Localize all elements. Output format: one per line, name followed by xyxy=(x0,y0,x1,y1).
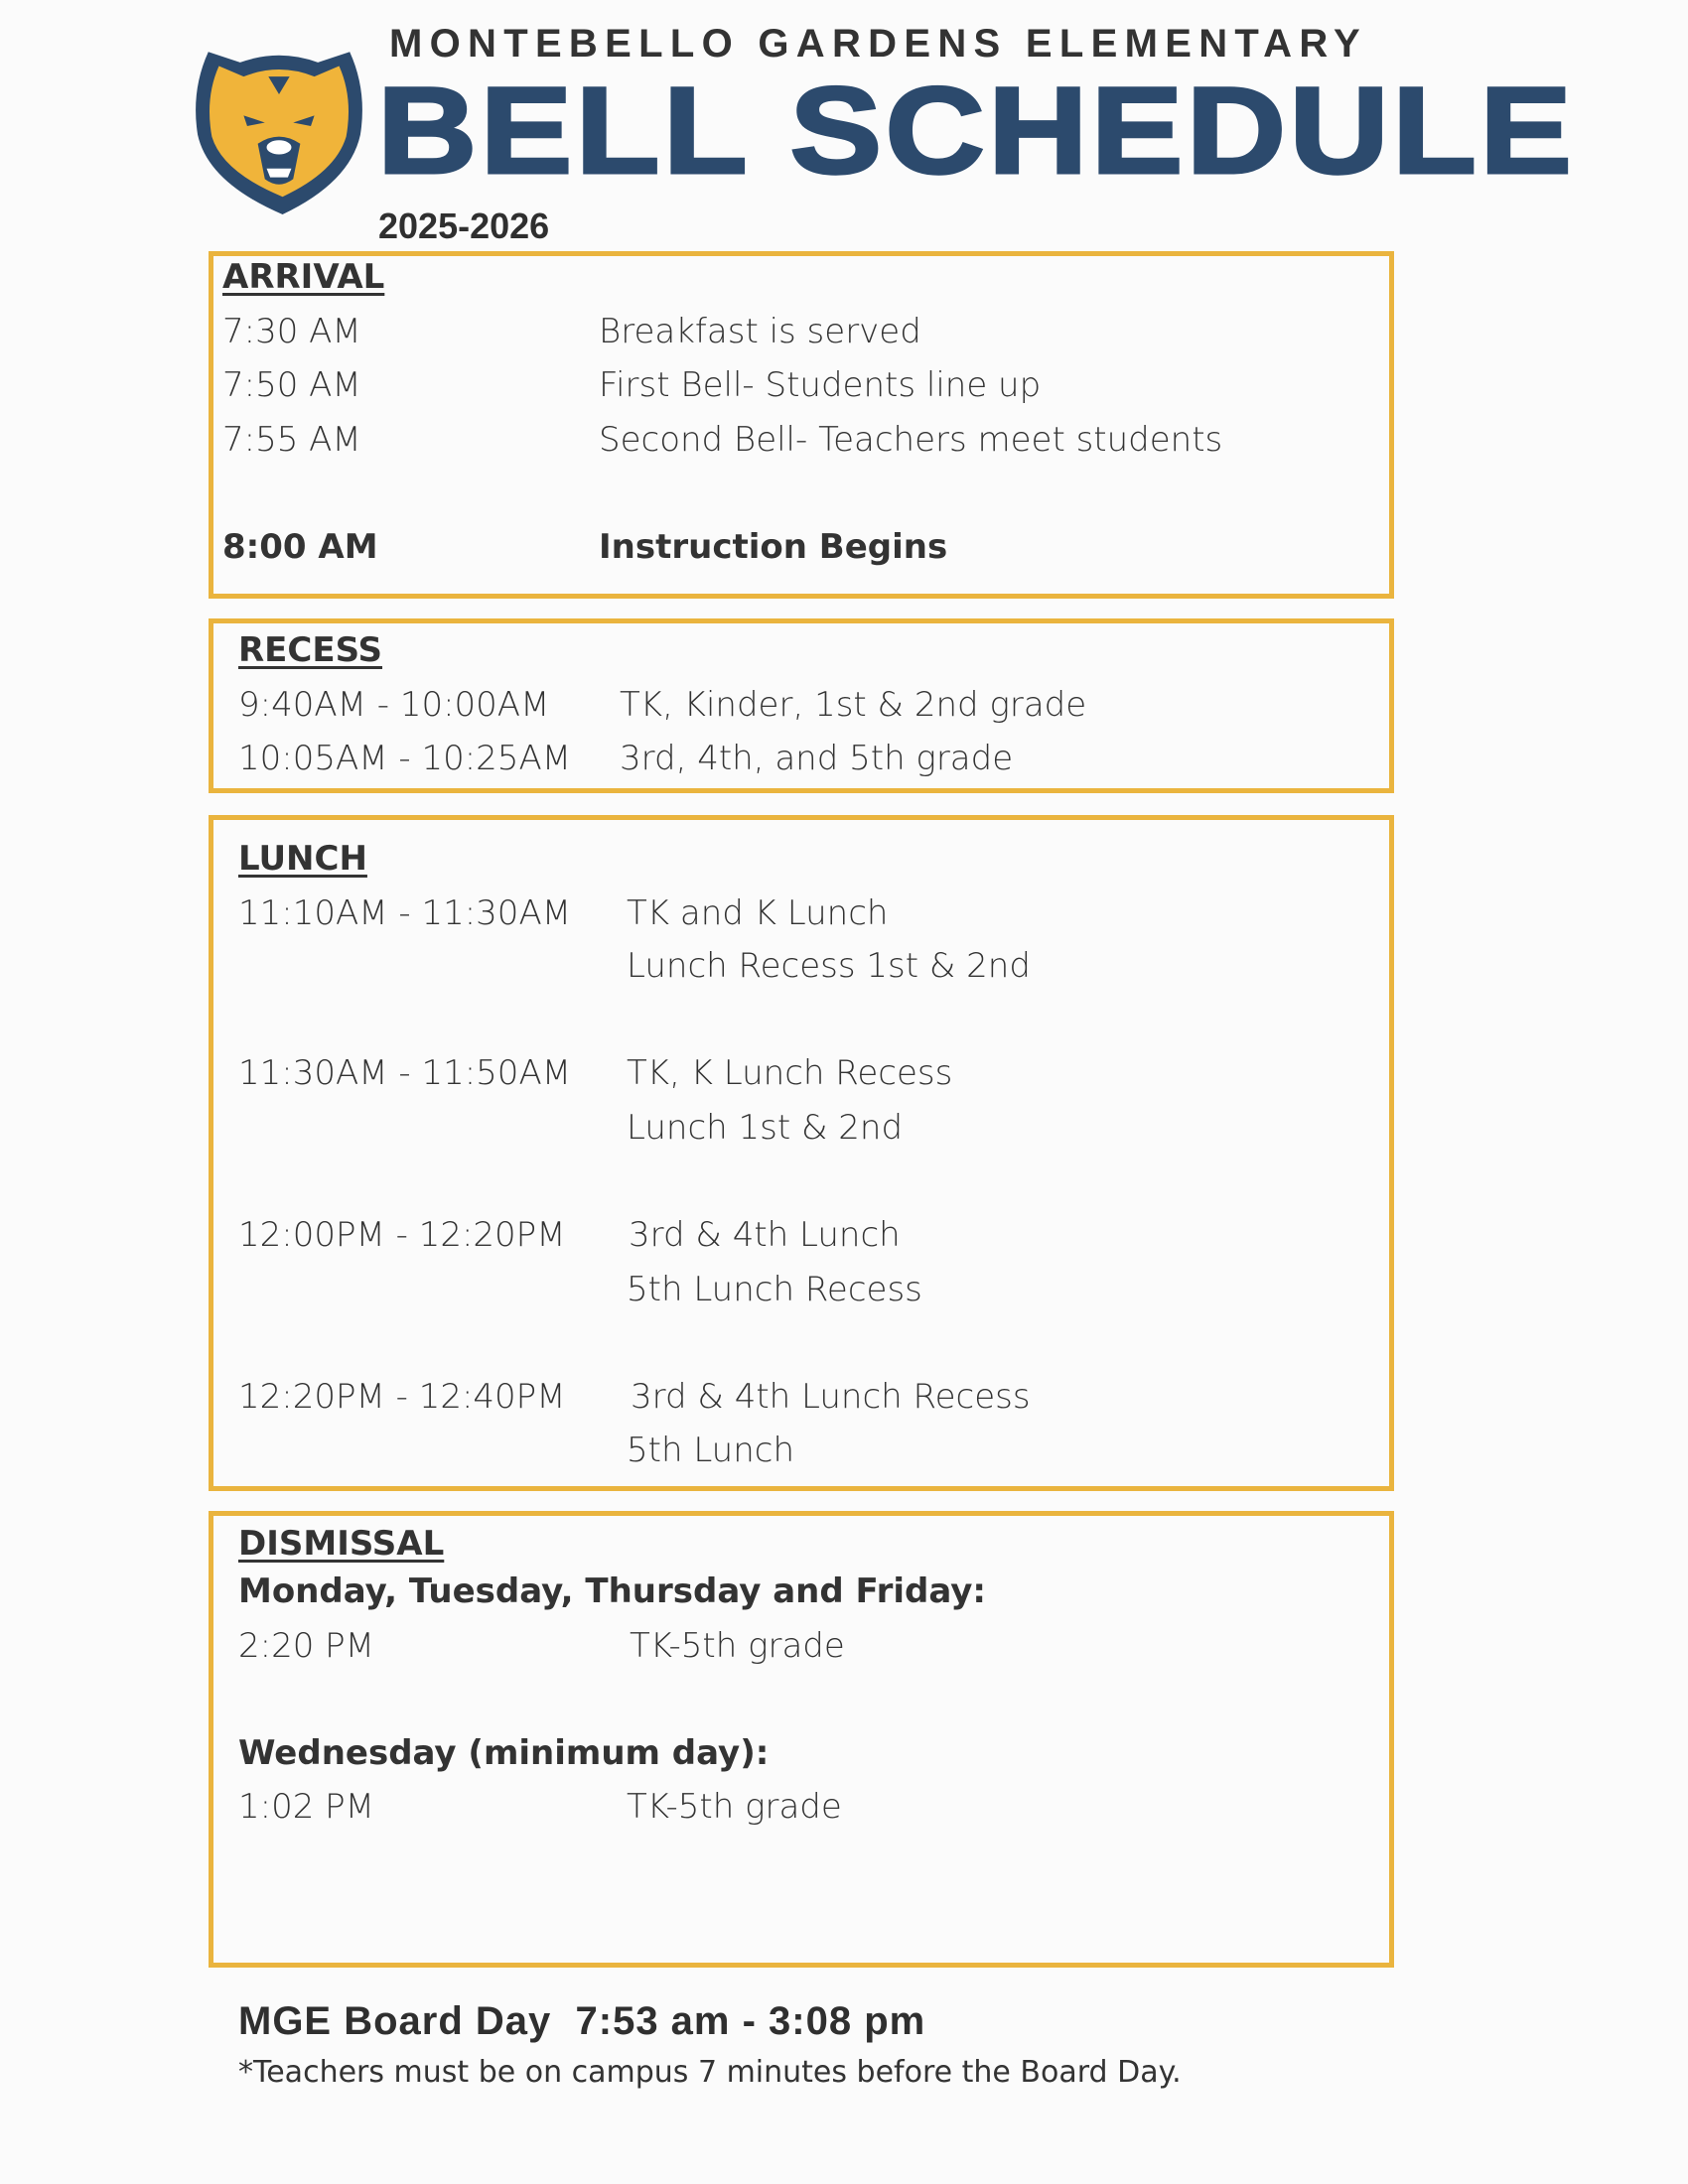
school-name: MONTEBELLO GARDENS ELEMENTARY xyxy=(389,22,1368,66)
recess-time: 9:40AM - 10:00AM xyxy=(238,685,550,725)
lunch-desc: 3rd & 4th Lunch xyxy=(629,1215,901,1255)
arrival-time: 8:00 AM xyxy=(222,527,378,567)
recess-desc: 3rd, 4th, and 5th grade xyxy=(620,739,1014,778)
lunch-time: 12:20PM - 12:40PM xyxy=(238,1377,566,1417)
dismissal-heading: DISMISSAL xyxy=(238,1524,445,1564)
board-day-note: *Teachers must be on campus 7 minutes before the Board Day. xyxy=(238,2055,1182,2090)
arrival-desc: Breakfast is served xyxy=(599,312,921,351)
lunch-desc: TK and K Lunch xyxy=(627,893,889,933)
arrival-desc: First Bell- Students line up xyxy=(599,365,1042,405)
lunch-desc: 5th Lunch Recess xyxy=(627,1270,922,1309)
lunch-time: 11:10AM - 11:30AM xyxy=(238,893,572,933)
arrival-desc: Instruction Begins xyxy=(599,527,948,567)
recess-time: 10:05AM - 10:25AM xyxy=(238,739,572,778)
lunch-desc: Lunch Recess 1st & 2nd xyxy=(627,946,1031,986)
arrival-heading: ARRIVAL xyxy=(222,257,385,297)
lunch-desc: Lunch 1st & 2nd xyxy=(627,1108,904,1148)
arrival-desc: Second Bell- Teachers meet students xyxy=(599,420,1223,460)
arrival-time: 7:50 AM xyxy=(222,365,361,405)
lunch-desc: 5th Lunch xyxy=(627,1431,795,1470)
lunch-desc: 3rd & 4th Lunch Recess xyxy=(631,1377,1031,1417)
lunch-time: 12:00PM - 12:20PM xyxy=(238,1215,566,1255)
recess-desc: TK, Kinder, 1st & 2nd grade xyxy=(620,685,1087,725)
page-title: BELL SCHEDULE xyxy=(377,63,1576,200)
lunch-heading: LUNCH xyxy=(238,839,367,879)
minimum-day-label: Wednesday (minimum day): xyxy=(238,1733,770,1773)
dismissal-desc: TK-5th grade xyxy=(630,1626,845,1666)
school-year: 2025-2026 xyxy=(378,205,550,246)
arrival-time: 7:55 AM xyxy=(222,420,361,460)
lunch-time: 11:30AM - 11:50AM xyxy=(238,1053,572,1093)
lunch-desc: TK, K Lunch Recess xyxy=(627,1053,953,1093)
board-day: MGE Board Day 7:53 am - 3:08 pm xyxy=(238,1999,926,2043)
regular-days-label: Monday, Tuesday, Thursday and Friday: xyxy=(238,1571,987,1611)
bear-mascot-logo xyxy=(191,38,367,214)
recess-heading: RECESS xyxy=(238,630,383,670)
dismissal-time: 2:20 PM xyxy=(238,1626,374,1666)
dismissal-desc: TK-5th grade xyxy=(627,1787,842,1827)
arrival-time: 7:30 AM xyxy=(222,312,361,351)
dismissal-time: 1:02 PM xyxy=(238,1787,374,1827)
